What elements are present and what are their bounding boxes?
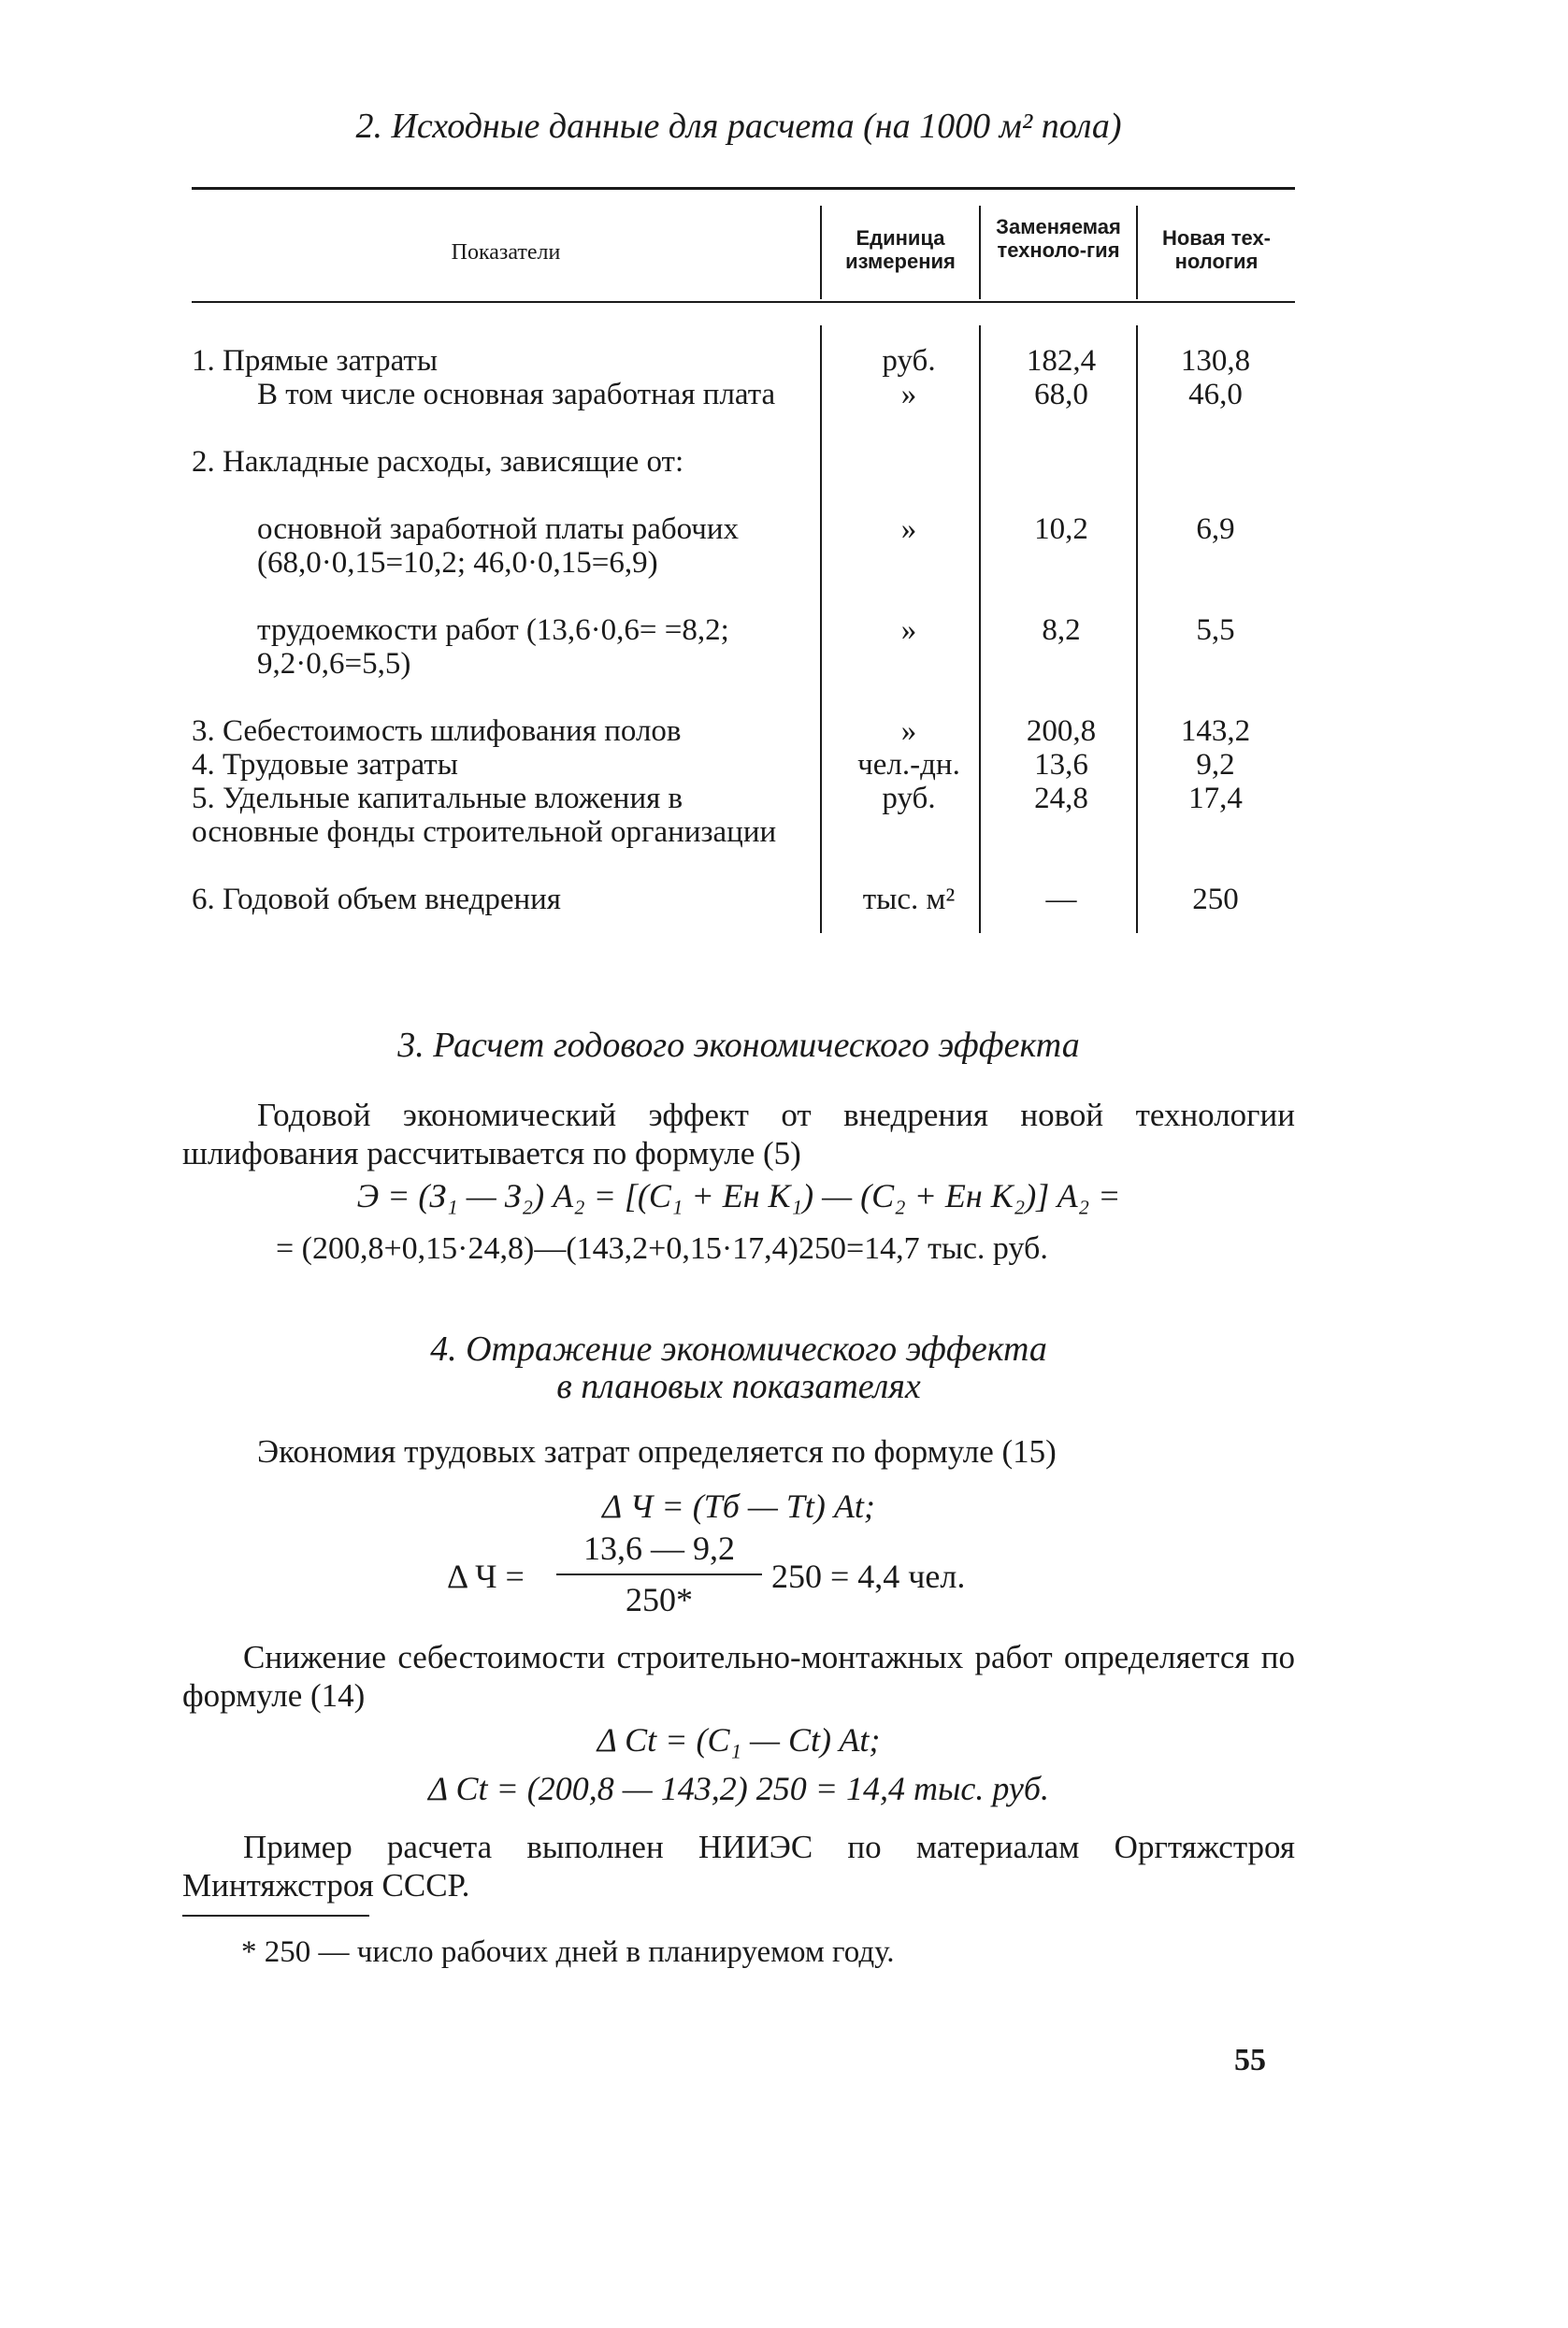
table-top-rule <box>192 187 1295 190</box>
section-3-paragraph: Годовой экономический эффект от внедрения новой технологии шлифования рассчитывается по формуле (5) <box>182 1097 1295 1171</box>
row-old-value: 200,8 <box>1026 714 1097 748</box>
fraction-lhs: Δ Ч = <box>447 1558 525 1595</box>
row-unit: » <box>900 512 917 546</box>
fraction-rhs: 250 = 4,4 чел. <box>771 1558 966 1595</box>
row-new-value: 46,0 <box>1188 378 1243 411</box>
row-unit: чел.-дн. <box>857 748 960 782</box>
formula-cost-1: Δ Ct = (C₁ — Ct) At; <box>597 1721 881 1759</box>
row-unit: » <box>900 378 917 411</box>
formula-cost-2: Δ Ct = (200,8 — 143,2) 250 = 14,4 тыс. руб. <box>427 1770 1050 1807</box>
row-label: 4. Трудовые затраты <box>192 748 458 782</box>
row-label: основной заработной платы рабочих (68,0·0,15=10,2; 46,0·0,15=6,9) <box>257 512 740 580</box>
row-label: трудоемкости работ (13,6·0,6= =8,2; 9,2·0,6=5,5) <box>257 613 729 681</box>
row-unit: » <box>900 714 917 748</box>
row-label: 5. Удельные капитальные вложения в основные фонды строительной организации <box>192 782 777 849</box>
labor-paragraph: Экономия трудовых затрат определяется по формуле (15) <box>257 1433 1057 1470</box>
row-old-value: 13,6 <box>1034 748 1088 782</box>
formula-labor: Δ Ч = (Tб — Tt) At; <box>602 1487 875 1525</box>
fraction-bar <box>556 1574 762 1575</box>
row-unit: тыс. м² <box>862 883 956 916</box>
row-label: 6. Годовой объем внедрения <box>192 883 561 916</box>
table-divider <box>820 325 822 933</box>
footnote-rule <box>182 1915 369 1917</box>
row-new-value: 5,5 <box>1196 613 1235 647</box>
row-unit: руб. <box>882 782 936 815</box>
row-old-value: 24,8 <box>1034 782 1088 815</box>
row-old-value: 68,0 <box>1034 378 1088 411</box>
row-old-value: 182,4 <box>1026 344 1097 378</box>
row-new-value: 9,2 <box>1196 748 1235 782</box>
row-new-value: 17,4 <box>1188 782 1243 815</box>
row-label: 3. Себестоимость шлифования полов <box>192 714 682 748</box>
row-unit: руб. <box>882 344 936 378</box>
row-unit: » <box>900 613 917 647</box>
row-label: 1. Прямые затраты <box>192 344 439 378</box>
row-old-value: 10,2 <box>1034 512 1088 546</box>
header-unit: Единица измерения <box>845 226 956 273</box>
page-number: 55 <box>1234 2043 1266 2077</box>
section-2-title: 2. Исходные данные для расчета (на 1000 м² пола) <box>355 107 1122 146</box>
section-3-title: 3. Расчет годового экономического эффекта <box>397 1026 1080 1065</box>
row-old-value: — <box>1045 883 1077 916</box>
row-label: В том числе основная заработная плата <box>257 378 776 411</box>
fraction-numerator: 13,6 — 9,2 <box>583 1530 735 1567</box>
header-indicators: Показатели <box>451 240 561 265</box>
row-new-value: 6,9 <box>1196 512 1235 546</box>
row-new-value: 143,2 <box>1180 714 1251 748</box>
header-new: Новая тех-нология <box>1161 226 1272 273</box>
section-4-title-line-2: в плановых показателях <box>556 1367 921 1406</box>
section-4-title-line-1: 4. Отражение экономического эффекта <box>430 1329 1047 1369</box>
formula-effect-1: Э = (З₁ — З₂) A₂ = [(C₁ + Eн K₁) — (C₂ + Eн K₂)] A₂ = <box>356 1177 1121 1214</box>
cost-paragraph: Снижение себестоимости строительно-монтажных работ определяется по формуле (14) <box>182 1639 1295 1714</box>
formula-effect-2: = (200,8+0,15·24,8)—(143,2+0,15·17,4)250=14,7 тыс. руб. <box>276 1231 1048 1266</box>
row-label: 2. Накладные расходы, зависящие от: <box>192 445 684 479</box>
table-header-rule <box>192 301 1295 303</box>
footnote: * 250 — число рабочих дней в планируемом году. <box>241 1935 895 1969</box>
fraction-denominator: 250* <box>626 1581 693 1618</box>
example-note-paragraph: Пример расчета выполнен НИИЭС по материалам Оргтяжстроя Минтяжстроя СССР. <box>182 1829 1295 1904</box>
header-old: Заменяемая техноло-гия <box>996 215 1121 262</box>
row-new-value: 130,8 <box>1180 344 1251 378</box>
row-old-value: 8,2 <box>1042 613 1081 647</box>
row-new-value: 250 <box>1192 883 1239 916</box>
